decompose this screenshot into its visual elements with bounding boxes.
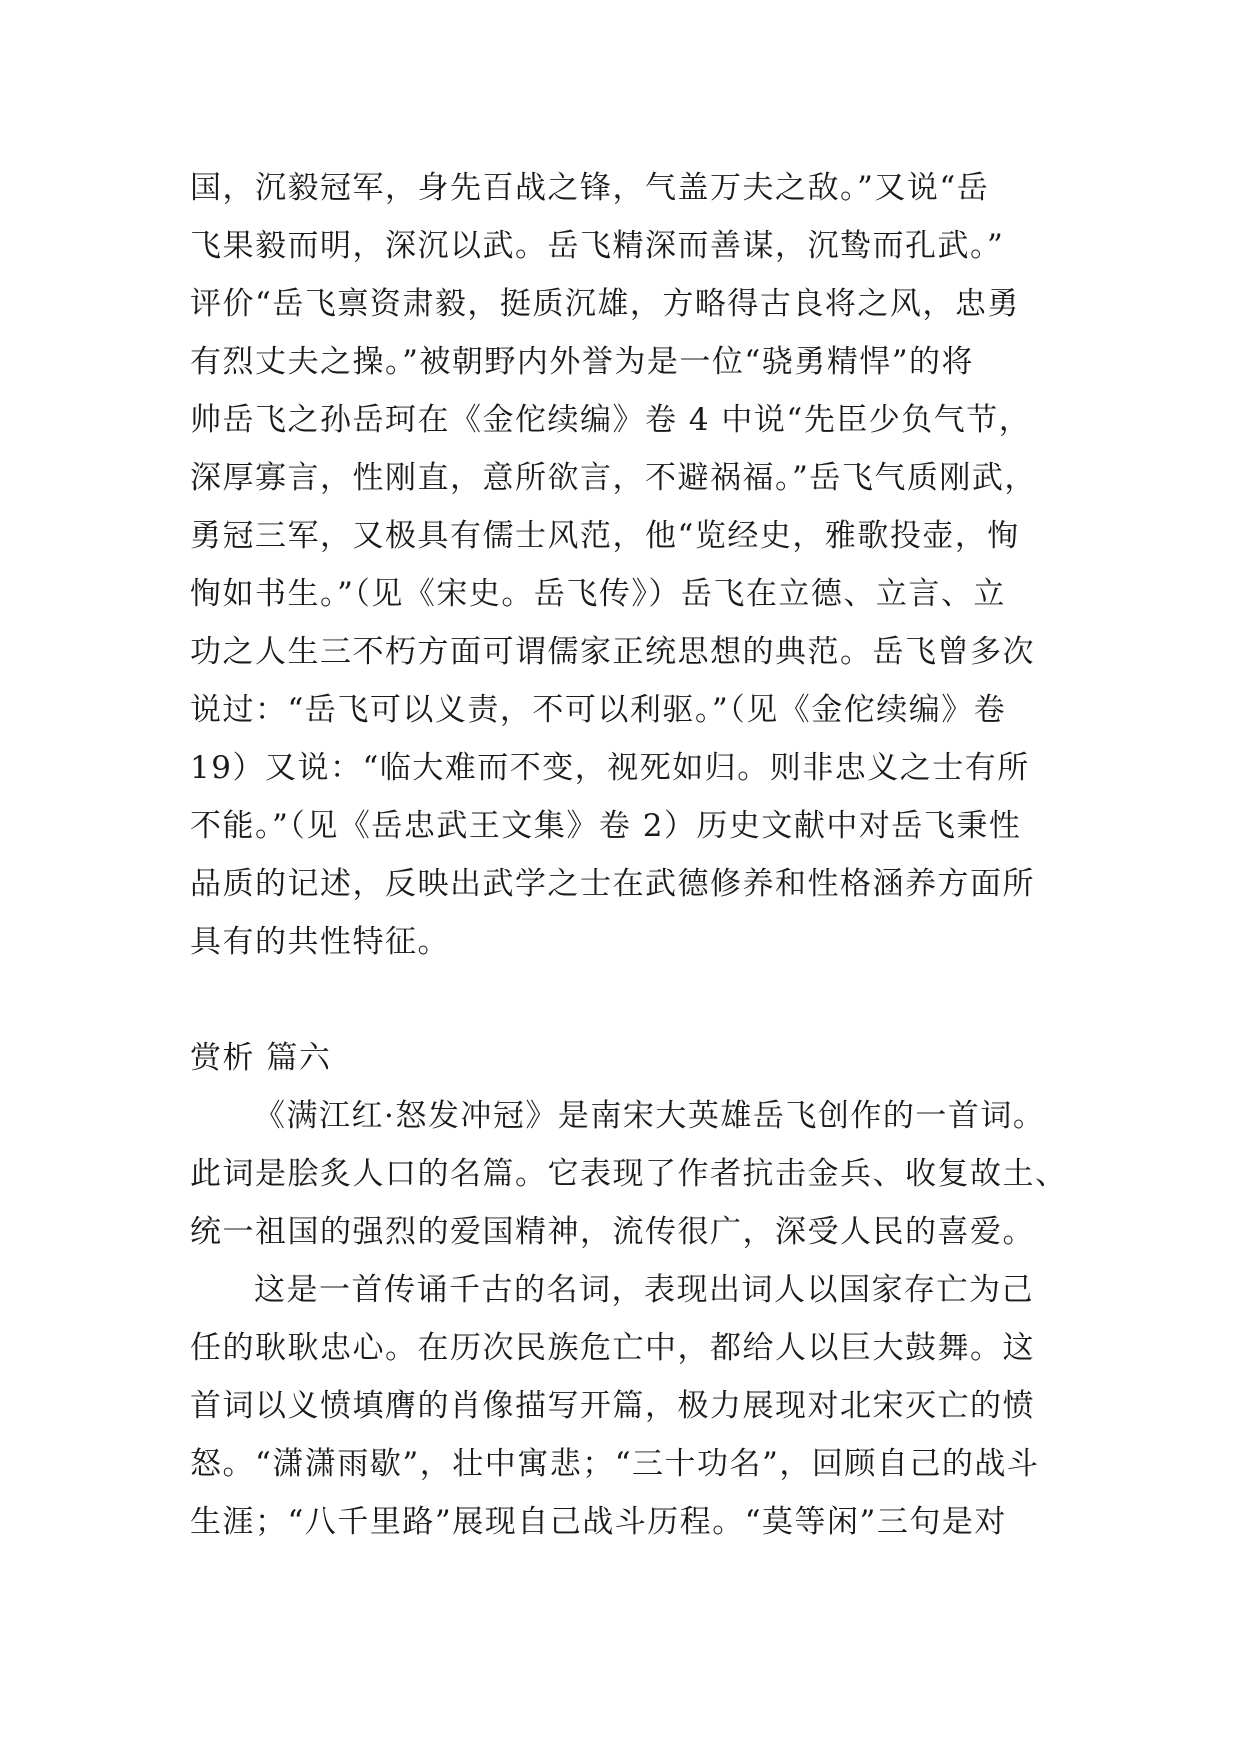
paragraph-line: 怒。“潇潇雨歇”，壮中寓悲；“三十功名”，回顾自己的战斗 (190, 1446, 1040, 1482)
paragraph-line: 统一祖国的强烈的爱国精神，流传很广，深受人民的喜爱。 (190, 1214, 1035, 1250)
paragraph-line: 此词是脍炙人口的名篇。它表现了作者抗击金兵、收复故土、 (190, 1156, 1068, 1192)
paragraph-line: 功之人生三不朽方面可谓儒家正统思想的典范。岳飞曾多次 (190, 634, 1035, 670)
paragraph-line: 帅岳飞之孙岳珂在《金佗续编》卷 4 中说“先臣少负气节， (190, 402, 1032, 438)
paragraph-line: 恂如书生。”（见《宋史。岳飞传》）岳飞在立德、立言、立 (190, 576, 1006, 612)
paragraph-line: 19）又说：“临大难而不变，视死如归。则非忠义之士有所 (190, 750, 1030, 786)
paragraph-line: 《满江红·怒发冲冠》是南宋大英雄岳飞创作的一首词。 (254, 1098, 1046, 1134)
paragraph-line: 具有的共性特征。 (190, 924, 450, 960)
section-heading: 赏析 篇六 (190, 1040, 332, 1076)
paragraph-line: 勇冠三军，又极具有儒士风范，他“览经史，雅歌投壶，恂 (190, 518, 1020, 554)
paragraph-line: 生涯；“八千里路”展现自己战斗历程。“莫等闲”三句是对 (190, 1504, 1007, 1540)
paragraph-line: 任的耿耿忠心。在历次民族危亡中，都给人以巨大鼓舞。这 (190, 1330, 1035, 1366)
paragraph-line: 品质的记述，反映出武学之士在武德修养和性格涵养方面所 (190, 866, 1035, 902)
paragraph-line: 飞果毅而明，深沉以武。岳飞精深而善谋，沉鸷而孔武。” (190, 228, 1005, 264)
paragraph-line: 有烈丈夫之操。”被朝野内外誉为是一位“骁勇精悍”的将 (190, 344, 975, 380)
paragraph-line: 深厚寡言，性刚直，意所欲言，不避祸福。”岳飞气质刚武， (190, 460, 1037, 496)
paragraph-line: 国，沉毅冠军，身先百战之锋，气盖万夫之敌。”又说“岳 (190, 170, 990, 206)
paragraph-line: 不能。”（见《岳忠武王文集》卷 2）历史文献中对岳飞秉性 (190, 808, 1022, 844)
paragraph-line: 首词以义愤填膺的肖像描写开篇，极力展现对北宋灭亡的愤 (190, 1388, 1035, 1424)
paragraph-line: 说过：“岳飞可以义责，不可以利驱。”（见《金佗续编》卷 (190, 692, 1007, 728)
paragraph-line: 这是一首传诵千古的名词，表现出词人以国家存亡为己 (254, 1272, 1034, 1308)
paragraph-line: 评价“岳飞禀资肃毅，挺质沉雄，方略得古良将之风，忠勇 (190, 286, 1020, 322)
